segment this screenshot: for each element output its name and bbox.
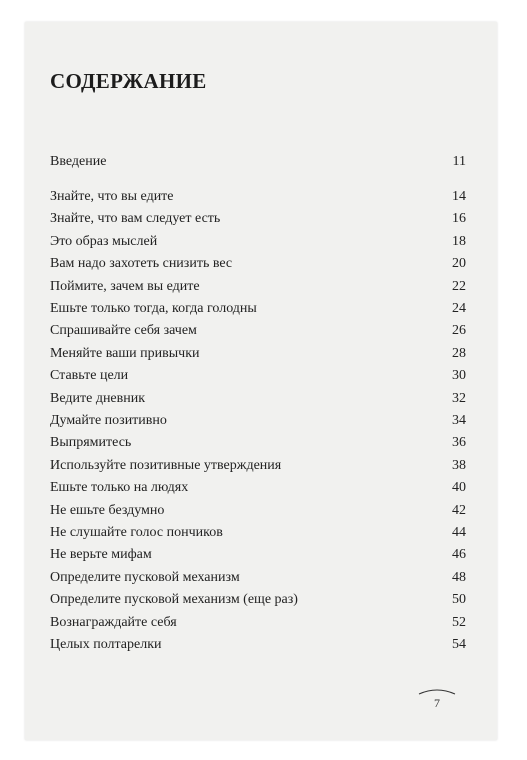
toc-entry[interactable] bbox=[50, 152, 466, 172]
toc-entry-title: Меняйте ваши привычки bbox=[50, 345, 200, 361]
toc-entry-title: Ешьте только тогда, когда голодны bbox=[50, 301, 257, 316]
toc-entry[interactable] bbox=[50, 478, 466, 498]
toc-entry-title: Не ешьте бездумно bbox=[50, 502, 165, 518]
toc-entry[interactable] bbox=[50, 187, 466, 207]
toc-entry-title: Введение bbox=[50, 154, 107, 169]
toc-entry-title: Ставьте цели bbox=[50, 368, 129, 384]
toc-entry-title: Спрашивайте себя зачем bbox=[50, 323, 197, 339]
toc-entry-title: Используйте позитивные утверждения bbox=[50, 457, 282, 473]
toc-entry[interactable] bbox=[50, 411, 466, 431]
toc-entry[interactable] bbox=[50, 209, 466, 229]
page-title: СОДЕРЖАНИЕ bbox=[50, 69, 207, 93]
toc-entry[interactable] bbox=[50, 389, 466, 409]
toc-entry-title: Ешьте только на людях bbox=[50, 480, 189, 496]
toc-entry-page-number: 34 bbox=[452, 413, 466, 428]
toc-entry-page-number: 30 bbox=[452, 368, 466, 384]
toc-entry-title: Определите пусковой механизм (еще раз) bbox=[50, 592, 298, 608]
toc-entry-title: Знайте, что вам следует есть bbox=[50, 211, 221, 227]
toc-entry-page-number: 38 bbox=[452, 457, 466, 473]
toc-entry-page-number: 42 bbox=[452, 502, 466, 518]
toc-entry-page-number: 52 bbox=[452, 614, 466, 630]
toc-entry-page-number: 46 bbox=[452, 547, 466, 563]
toc-entry-page-number: 32 bbox=[452, 390, 466, 406]
toc-entry[interactable] bbox=[50, 545, 466, 565]
toc-entry-title: Определите пусковой механизм bbox=[50, 569, 240, 585]
toc-entry[interactable] bbox=[50, 568, 466, 588]
toc-entry[interactable] bbox=[50, 433, 466, 453]
page-number-block bbox=[417, 685, 457, 713]
toc-entry-page-number: 22 bbox=[452, 278, 466, 294]
toc-entry-page-number: 40 bbox=[452, 480, 466, 496]
toc-entry-page-number: 50 bbox=[452, 592, 466, 608]
toc-entry-title: Ведите дневник bbox=[50, 390, 146, 406]
toc-entry-page-number: 11 bbox=[452, 154, 466, 169]
toc-entry[interactable] bbox=[50, 523, 466, 543]
toc-entry-title: Целых полтарелки bbox=[50, 637, 162, 652]
toc-entry-page-number: 36 bbox=[452, 435, 466, 451]
toc-entry[interactable] bbox=[50, 501, 466, 521]
toc-entry-page-number: 54 bbox=[452, 637, 466, 652]
toc-entry-page-number: 14 bbox=[452, 189, 466, 204]
toc-entry[interactable] bbox=[50, 590, 466, 610]
toc-entry-title: Не верьте мифам bbox=[50, 547, 152, 563]
toc-entry-page-number: 44 bbox=[452, 525, 466, 540]
toc-entry[interactable] bbox=[50, 635, 466, 655]
toc-entry-page-number: 18 bbox=[452, 233, 466, 249]
toc-entry-page-number: 28 bbox=[452, 345, 466, 361]
page-number: 7 bbox=[434, 696, 440, 710]
toc-entry-title: Знайте, что вы едите bbox=[50, 189, 174, 204]
toc-entry-page-number: 16 bbox=[452, 211, 466, 227]
toc-entry-title: Вознаграждайте себя bbox=[50, 614, 177, 630]
toc-entry[interactable] bbox=[50, 456, 466, 476]
toc-entry-page-number: 20 bbox=[452, 256, 466, 272]
book-page bbox=[25, 22, 497, 740]
toc-entry-title: Не слушайте голос пончиков bbox=[50, 525, 223, 540]
toc-entry[interactable] bbox=[50, 344, 466, 364]
toc-entry[interactable] bbox=[50, 613, 466, 633]
toc-entry-title: Это образ мыслей bbox=[50, 233, 158, 249]
toc-entry[interactable] bbox=[50, 232, 466, 252]
toc-entry-page-number: 26 bbox=[452, 323, 466, 339]
toc-entry-title: Думайте позитивно bbox=[50, 413, 167, 428]
toc-entry-title: Вам надо захотеть снизить вес bbox=[50, 256, 233, 272]
toc-entry[interactable] bbox=[50, 321, 466, 341]
toc-entry[interactable] bbox=[50, 299, 466, 319]
toc-entry[interactable] bbox=[50, 366, 466, 386]
toc-entry-title: Выпрямитесь bbox=[50, 435, 132, 451]
toc-entry[interactable] bbox=[50, 254, 466, 274]
toc-entry[interactable] bbox=[50, 277, 466, 297]
toc-entry-title: Поймите, зачем вы едите bbox=[50, 278, 200, 294]
toc-entry-page-number: 48 bbox=[452, 569, 466, 585]
toc-entry-page-number: 24 bbox=[452, 301, 466, 316]
